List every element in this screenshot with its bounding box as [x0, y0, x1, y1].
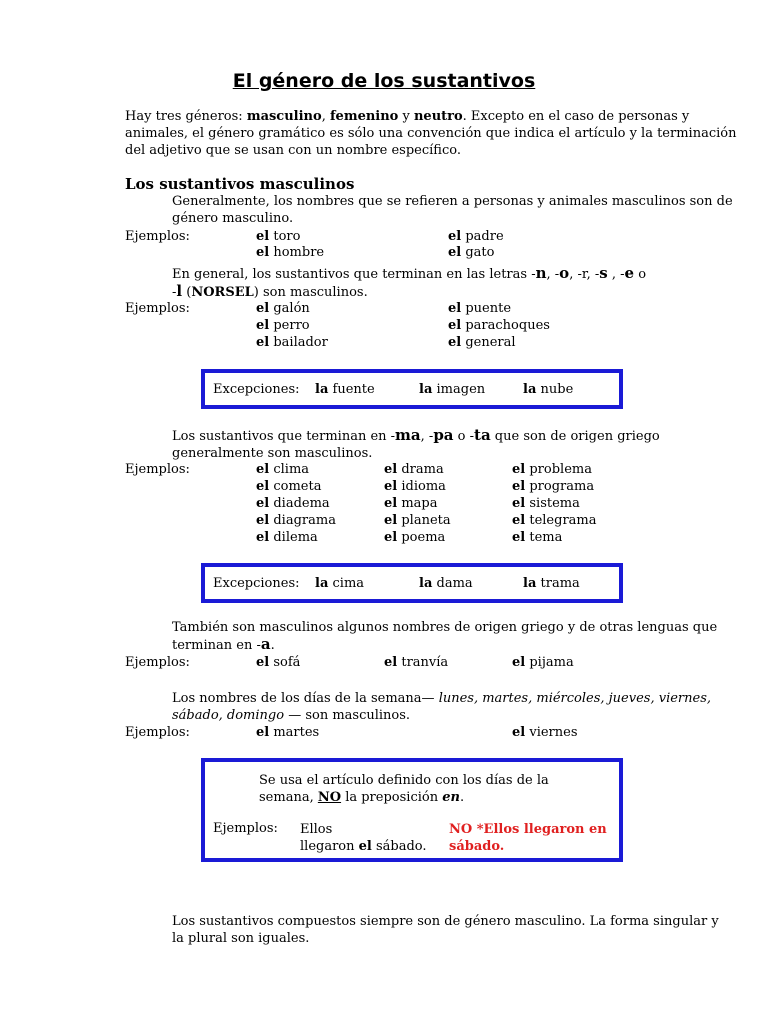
example-item [512, 462, 592, 477]
example-item [448, 245, 494, 260]
page-title: El género de los sustantivos [232, 70, 536, 92]
example-line: Ellos [300, 822, 333, 837]
article: el [512, 479, 526, 494]
noun: sistema [529, 496, 580, 511]
intro-comma: , [321, 109, 330, 124]
paragraph-text: Los sustantivos que terminan en - [172, 429, 396, 444]
article: el [448, 301, 462, 316]
days-list: sábado, domingo [172, 708, 285, 723]
article: el [256, 479, 270, 494]
noun: general [461, 335, 516, 350]
letter-n: n [535, 264, 547, 282]
noun: clima [273, 462, 310, 477]
paragraph-text: que son de origen griego [490, 429, 660, 444]
noun: pijama [525, 655, 574, 670]
example-item [256, 245, 324, 260]
days-list: lunes, martes, miércoles, jueves, viernes, [438, 691, 712, 706]
exception-item [523, 382, 573, 397]
article: el [256, 229, 270, 244]
article: el [256, 655, 270, 670]
ending-pa: pa [433, 426, 454, 444]
noun: tranvía [397, 655, 449, 670]
article: la [315, 382, 329, 397]
ejemplos-label: Ejemplos: [125, 655, 190, 670]
example-item [256, 530, 318, 545]
example-item [512, 725, 578, 740]
letter-s: s [599, 264, 608, 282]
noun: hombre [269, 245, 325, 260]
exception-item [523, 576, 580, 591]
paragraph-line: género masculino. [172, 211, 294, 226]
paragraph-line: generalmente son masculinos. [172, 446, 373, 461]
example-item [384, 513, 451, 528]
article: el [384, 479, 398, 494]
noun: viernes [525, 725, 578, 740]
article: el [256, 462, 270, 477]
article: el [384, 530, 398, 545]
paragraph-personas [172, 193, 733, 227]
norsel-acronym: NORSEL [191, 285, 254, 300]
article: la [315, 576, 329, 591]
article: el [256, 318, 270, 333]
noun: imagen [432, 382, 486, 397]
intro-text: Hay tres géneros: [125, 109, 247, 124]
noun: martes [269, 725, 320, 740]
no-emphasis: NO [317, 790, 342, 805]
sep: ( [182, 285, 192, 300]
section-heading: Los sustantivos masculinos [125, 175, 355, 193]
note-text: la preposición [341, 790, 443, 805]
example-item [256, 496, 330, 511]
ending-ta: ta [474, 426, 491, 444]
exception-item [315, 576, 364, 591]
article: la [419, 382, 433, 397]
noun: nube [536, 382, 574, 397]
article: el [256, 301, 270, 316]
example-item [512, 513, 597, 528]
exceptions-label: Excepciones: [213, 382, 300, 397]
article: el [512, 655, 526, 670]
article: el [384, 655, 398, 670]
paragraph-compound [172, 913, 719, 947]
exceptions-label: Excepciones: [213, 576, 300, 591]
term-neutro: neutro [413, 109, 463, 124]
note-text [259, 772, 549, 806]
sep: o [634, 267, 647, 282]
noun: programa [529, 479, 595, 494]
example-item [384, 496, 438, 511]
example-item [256, 725, 319, 740]
noun: planeta [401, 513, 451, 528]
article: el [256, 496, 270, 511]
article: el [448, 229, 462, 244]
article: la [419, 576, 433, 591]
example-item [256, 335, 328, 350]
example-item [512, 530, 562, 545]
noun: sofá [269, 655, 301, 670]
sep: , - [607, 267, 625, 282]
ending-a: a [260, 635, 271, 653]
noun: trama [536, 576, 580, 591]
noun: diagrama [273, 513, 336, 528]
article: la [523, 382, 537, 397]
example-item [448, 335, 516, 350]
example-item [256, 513, 336, 528]
noun: puente [461, 301, 512, 316]
article: el [448, 335, 462, 350]
noun: perro [269, 318, 310, 333]
exceptions-box [201, 369, 623, 409]
noun: cometa [273, 479, 322, 494]
term-femenino: femenino [329, 109, 399, 124]
example-item [256, 655, 300, 670]
example-item [256, 318, 310, 333]
noun: cima [328, 576, 365, 591]
noun: diadema [273, 496, 330, 511]
article: el [384, 462, 398, 477]
noun: idioma [401, 479, 446, 494]
example-item [384, 655, 448, 670]
noun: toro [269, 229, 301, 244]
example-item [512, 655, 574, 670]
sep: . [459, 790, 465, 805]
sep: - [172, 285, 177, 300]
article: el [512, 513, 526, 528]
paragraph-text: ) son masculinos. [253, 285, 368, 300]
noun: bailador [269, 335, 328, 350]
incorrect-line: NO *Ellos llegaron en [449, 822, 607, 837]
article: el [384, 513, 398, 528]
sep: o - [453, 429, 475, 444]
letter-e: e [624, 264, 635, 282]
paragraph-line: También son masculinos algunos nombres de origen griego y de otras lenguas que [172, 620, 718, 635]
noun: telegrama [529, 513, 597, 528]
correct-example [300, 821, 427, 855]
article: el [358, 839, 372, 854]
example-item [512, 479, 594, 494]
paragraph-text: En general, los sustantivos que terminan en las letras - [172, 267, 536, 282]
paragraph-text: Los nombres de los días de la semana— [172, 691, 439, 706]
letter-o: o [559, 264, 570, 282]
paragraph-line: Los sustantivos compuestos siempre son de género masculino. La forma singular y [172, 914, 719, 929]
term-masculino: masculino [246, 109, 322, 124]
paragraph-other-languages [172, 619, 717, 654]
article: el [256, 725, 270, 740]
noun: dilema [273, 530, 318, 545]
ejemplos-label: Ejemplos: [125, 301, 190, 316]
noun: dama [432, 576, 473, 591]
note-text: semana, [259, 790, 318, 805]
incorrect-line: sábado. [449, 839, 505, 854]
paragraph-line: Generalmente, los nombres que se refieren a personas y animales masculinos son de [172, 194, 733, 209]
example-item [384, 530, 445, 545]
note-box [201, 758, 623, 862]
noun: poema [401, 530, 446, 545]
preposition-en: en [442, 790, 460, 805]
example-text: sábado. [371, 839, 427, 854]
ejemplos-label: Ejemplos: [125, 229, 190, 244]
article: el [256, 513, 270, 528]
paragraph-days [172, 690, 711, 724]
noun: padre [461, 229, 504, 244]
article: el [256, 335, 270, 350]
article: el [256, 245, 270, 260]
exception-item [419, 576, 473, 591]
ejemplos-label: Ejemplos: [213, 821, 278, 836]
noun: fuente [328, 382, 375, 397]
article: el [256, 530, 270, 545]
paragraph-text: — son masculinos. [284, 708, 411, 723]
ejemplos-label: Ejemplos: [125, 725, 190, 740]
intro-y: y [398, 109, 414, 124]
noun: mapa [401, 496, 438, 511]
intro-line-2: animales, el género gramático es sólo una convención que indica el artículo y la terminación [125, 126, 737, 141]
noun: tema [529, 530, 563, 545]
incorrect-example [449, 821, 607, 855]
example-item [256, 462, 309, 477]
paragraph-norsel [172, 265, 646, 301]
article: el [512, 725, 526, 740]
intro-line-3: del adjetivo que se usan con un nombre específico. [125, 143, 461, 158]
noun: parachoques [461, 318, 550, 333]
exceptions-box [201, 563, 623, 603]
paragraph-text: terminan en - [172, 638, 261, 653]
note-line: Se usa el artículo definido con los días de la [259, 773, 549, 788]
exception-item [419, 382, 485, 397]
example-item [448, 318, 550, 333]
noun: gato [461, 245, 495, 260]
example-item [256, 479, 321, 494]
exception-item [315, 382, 375, 397]
noun: galón [269, 301, 310, 316]
example-item [256, 229, 300, 244]
intro-paragraph [125, 108, 736, 159]
example-item [256, 301, 310, 316]
article: el [448, 245, 462, 260]
sep: . [270, 638, 275, 653]
article: el [512, 496, 526, 511]
noun: drama [401, 462, 444, 477]
example-text: llegaron [300, 839, 359, 854]
example-item [384, 462, 444, 477]
article: el [512, 530, 526, 545]
article: el [512, 462, 526, 477]
sep: , - [420, 429, 434, 444]
example-item [448, 301, 511, 316]
article: la [523, 576, 537, 591]
article: el [384, 496, 398, 511]
article: el [448, 318, 462, 333]
ejemplos-label: Ejemplos: [125, 462, 190, 477]
letter-l: l [176, 282, 183, 300]
noun: problema [529, 462, 592, 477]
intro-text-end: . Excepto en el caso de personas y [462, 109, 690, 124]
example-item [384, 479, 446, 494]
sep: , - [546, 267, 560, 282]
example-item [512, 496, 580, 511]
paragraph-line: la plural son iguales. [172, 931, 310, 946]
ending-ma: ma [395, 426, 421, 444]
example-item [448, 229, 504, 244]
sep: , -r, - [569, 267, 600, 282]
paragraph-greek [172, 427, 660, 462]
